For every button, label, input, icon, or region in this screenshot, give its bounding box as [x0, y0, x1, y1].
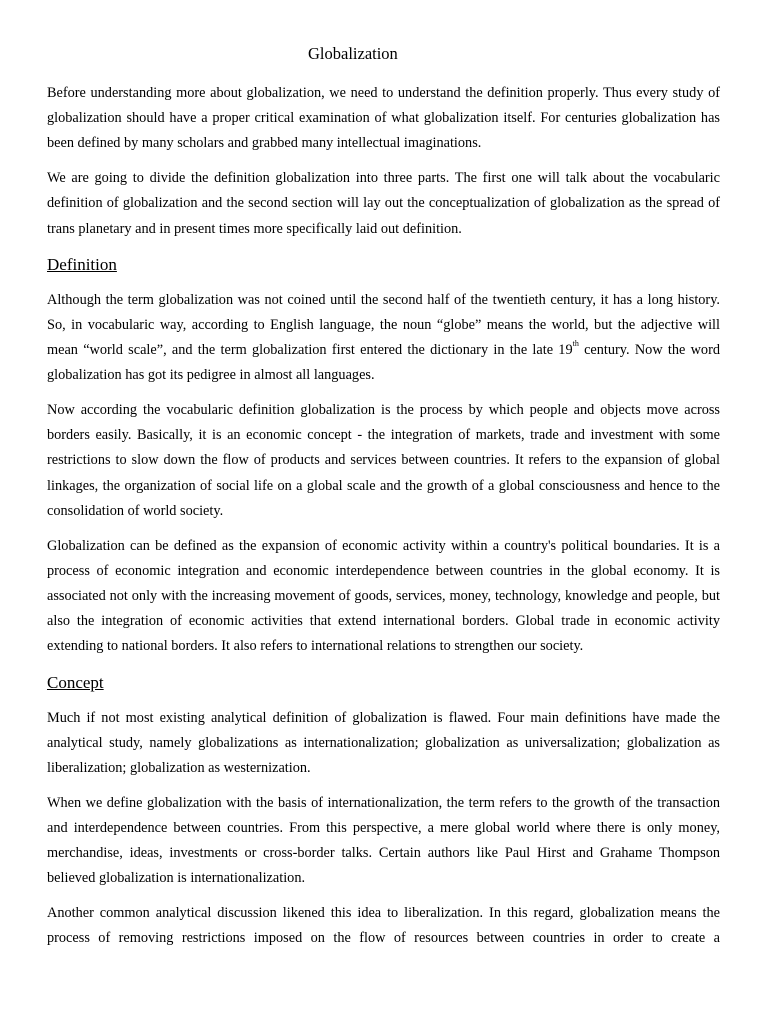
- intro-paragraph-1: Before understanding more about globalization, we need to understand the definition properly. Thus every study of globalization should have a proper critical examination of what globalization itself. For centuries globalization has been defined by many scholars and grabbed many intellectual imaginations.: [47, 85, 720, 152]
- definition-paragraph-1-text-b: century. Now the word globalization has got its pedigree in almost all languages.: [47, 342, 720, 384]
- superscript-th: th: [572, 339, 579, 349]
- definition-paragraph-1: [47, 288, 720, 389]
- concept-paragraph-1: Much if not most existing analytical definition of globalization is flawed. Four main definitions have made the analytical study, namely globalizations as internationalization; globalization as universalization; globalization as liberalization; globalization as westernization.: [47, 709, 720, 776]
- definition-paragraph-2: Now according the vocabularic definition globalization is the process by which people and objects move across borders easily. Basically, it is an economic concept - the integration of markets, trade and investment with some restrictions to slow down the flow of products and services between countries. It refers to the expansion of global linkages, the organization of social life on a global scale and the growth of a global consciousness and hence to the consolidation of world society.: [47, 402, 720, 519]
- definition-heading: Definition: [47, 254, 117, 274]
- concept-paragraph-2: When we define globalization with the basis of internationalization, the term refers to the growth of the transaction and interdependence between countries. From this perspective, a mere global world where there is only money, merchandise, ideas, investments or cross-border talks. Certain authors like Paul Hirst and Grahame Thompson believed globalization is internationalization.: [47, 794, 720, 887]
- definition-paragraph-3: Globalization can be defined as the expansion of economic activity within a country's political boundaries. It is a process of economic integration and economic interdependence between countries in the global economy. It is associated not only with the increasing movement of goods, services, money, technology, knowledge and people, but also the integration of economic activities that extend international borders. Global trade in economic activity extending to national borders. It also refers to international relations to strengthen our society.: [47, 537, 720, 655]
- concept-paragraph-3: Another common analytical discussion likened this idea to liberalization. In this regard, globalization means the process of removing restrictions imposed on the flow of resources between countries in order to create a: [47, 904, 720, 947]
- definition-paragraph-1-text-a: Although the term globalization was not coined until the second half of the twentieth century, it has a long history. So, in vocabularic way, according to English language, the noun “globe” means the world, but the adjective will mean “world scale”, and the term globalization first entered the dictionary in the late 19: [47, 291, 720, 359]
- document-page: [47, 40, 720, 961]
- intro-paragraph-2: We are going to divide the definition globalization into three parts. The first one will talk about the vocabularic definition of globalization and the second section will lay out the conceptualization of globalization as the spread of trans planetary and in present times more specifically laid out definition.: [47, 170, 720, 237]
- document-title: Globalization: [308, 44, 398, 63]
- concept-heading: Concept: [47, 672, 104, 692]
